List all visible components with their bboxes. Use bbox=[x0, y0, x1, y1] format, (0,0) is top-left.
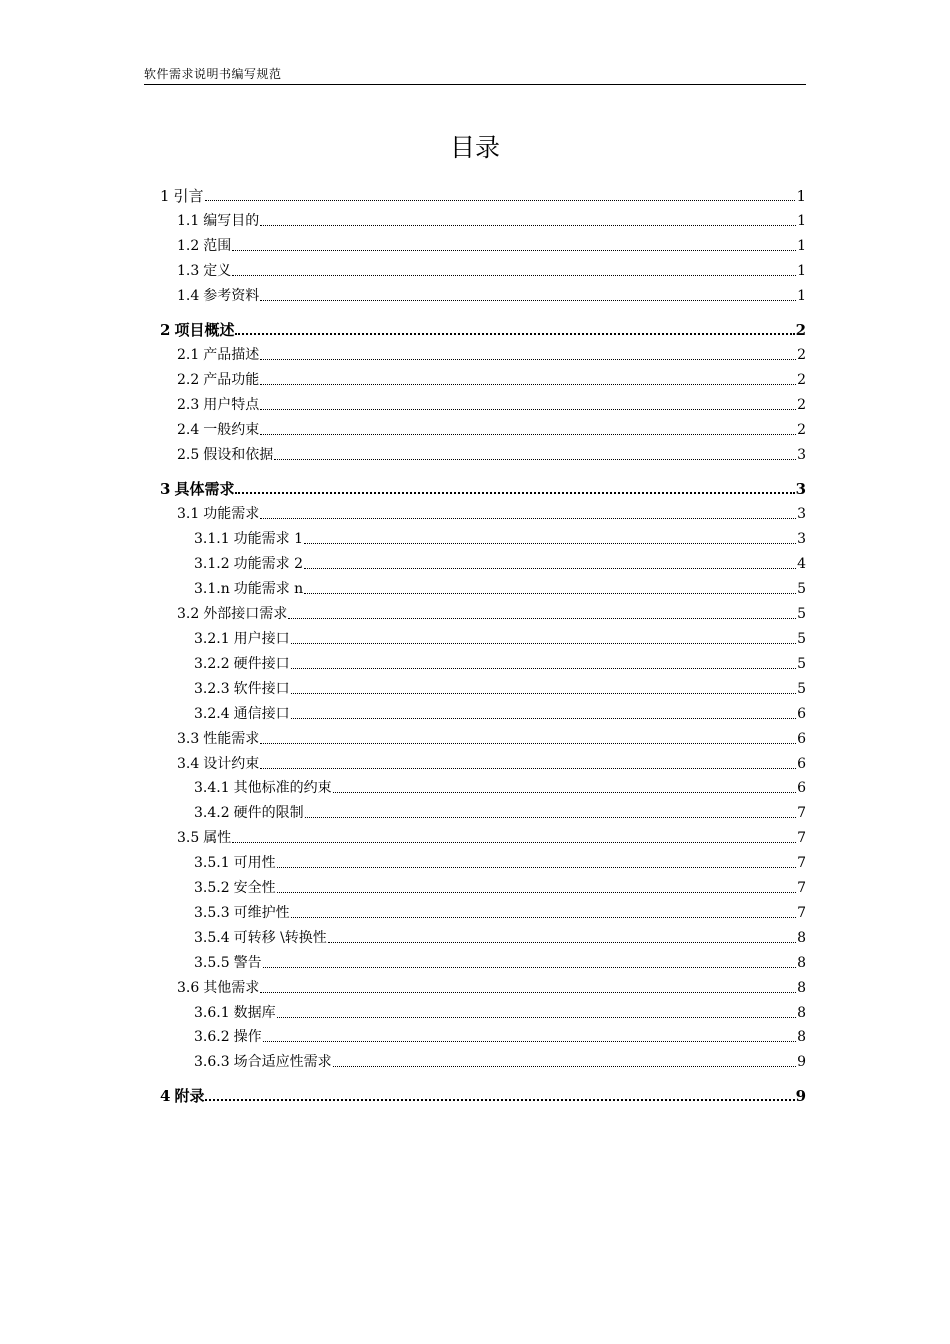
toc-entry-page: 8 bbox=[797, 980, 806, 996]
toc-entry[interactable] bbox=[177, 260, 806, 282]
toc-dot-leader bbox=[277, 852, 796, 874]
toc-dot-leader bbox=[232, 260, 796, 282]
toc-entry[interactable] bbox=[194, 1026, 806, 1048]
toc-entry-page: 7 bbox=[797, 905, 806, 921]
toc-entry-page: 2 bbox=[795, 321, 806, 339]
toc-entry-number: 1.4 bbox=[177, 288, 200, 304]
toc-entry-page: 6 bbox=[797, 706, 806, 722]
toc-entry-label: 可用性 bbox=[233, 855, 276, 871]
toc-entry-number: 1.1 bbox=[177, 213, 200, 229]
toc-entry-page: 1 bbox=[797, 213, 806, 229]
toc-entry[interactable] bbox=[194, 802, 806, 824]
toc-entry-number: 3.1.n bbox=[194, 581, 230, 597]
toc-entry[interactable] bbox=[194, 703, 806, 725]
toc-entry-number: 3.4.1 bbox=[194, 780, 230, 796]
toc-entry[interactable] bbox=[194, 678, 806, 700]
toc-entry-label: 参考资料 bbox=[203, 288, 260, 304]
toc-entry[interactable] bbox=[194, 852, 806, 874]
toc-entry-number: 3.2.4 bbox=[194, 706, 230, 722]
toc-entry-label: 通信接口 bbox=[233, 706, 290, 722]
toc-entry-label: 性能需求 bbox=[203, 731, 260, 747]
toc-entry-label: 硬件接口 bbox=[233, 656, 290, 672]
toc-entry-number: 1.3 bbox=[177, 263, 200, 279]
toc-entry[interactable] bbox=[194, 777, 806, 799]
toc-entry[interactable] bbox=[194, 553, 806, 575]
toc-entry[interactable] bbox=[194, 902, 806, 924]
toc-entry-number: 3.6.3 bbox=[194, 1054, 230, 1070]
toc-dot-leader bbox=[305, 802, 796, 824]
toc-dot-leader bbox=[260, 344, 796, 366]
toc-entry[interactable] bbox=[194, 578, 806, 600]
toc-entry-number: 3.5.2 bbox=[194, 880, 230, 896]
toc-dot-leader bbox=[205, 185, 796, 207]
toc-dot-leader bbox=[235, 319, 794, 341]
page-header-text: 软件需求说明书编写规范 bbox=[144, 67, 282, 81]
toc-entry-page: 3 bbox=[797, 531, 806, 547]
toc-entry[interactable] bbox=[160, 185, 806, 207]
toc-entry-number: 1.2 bbox=[177, 238, 200, 254]
toc-entry[interactable] bbox=[160, 478, 806, 500]
toc-title: 目录 bbox=[449, 133, 500, 162]
toc-dot-leader bbox=[333, 1051, 796, 1073]
toc-entry[interactable] bbox=[177, 394, 806, 416]
toc-dot-leader bbox=[304, 553, 796, 575]
toc-entry-page: 3 bbox=[795, 480, 806, 498]
toc-entry-number: 2.1 bbox=[177, 347, 200, 363]
toc-dot-leader bbox=[304, 578, 796, 600]
toc-entry-page: 5 bbox=[797, 606, 806, 622]
toc-entry[interactable] bbox=[177, 827, 806, 849]
toc-entry-number: 3.5.4 bbox=[194, 930, 230, 946]
toc-dot-leader bbox=[260, 210, 796, 232]
toc-entry-number: 3 bbox=[160, 480, 171, 498]
toc-entry-page: 5 bbox=[797, 581, 806, 597]
toc-dot-leader bbox=[235, 478, 794, 500]
toc-entry[interactable] bbox=[177, 444, 806, 466]
toc-entry-number: 2.4 bbox=[177, 422, 200, 438]
toc-entry-label: 安全性 bbox=[233, 880, 276, 896]
toc-entry[interactable] bbox=[177, 235, 806, 257]
toc-entry-number: 1 bbox=[160, 187, 170, 205]
toc-entry-page: 1 bbox=[796, 187, 806, 205]
toc-entry[interactable] bbox=[194, 628, 806, 650]
toc-entry-label: 定义 bbox=[203, 263, 232, 279]
toc-dot-leader bbox=[288, 603, 796, 625]
toc-entry-number: 3.5.1 bbox=[194, 855, 230, 871]
toc-entry-label: 产品描述 bbox=[203, 347, 260, 363]
toc-entry-page: 3 bbox=[797, 447, 806, 463]
toc-entry-page: 7 bbox=[797, 830, 806, 846]
toc-entry-number: 3.6 bbox=[177, 980, 200, 996]
toc-dot-leader bbox=[205, 1085, 794, 1107]
toc-dot-leader bbox=[260, 977, 796, 999]
toc-entry-number: 4 bbox=[160, 1087, 171, 1105]
toc-entry-page: 4 bbox=[797, 556, 806, 572]
toc-entry[interactable] bbox=[194, 952, 806, 974]
toc-entry-page: 7 bbox=[797, 805, 806, 821]
toc-entry-number: 3.2.2 bbox=[194, 656, 230, 672]
toc-dot-leader bbox=[232, 827, 796, 849]
toc-entry-label: 功能需求 bbox=[203, 506, 260, 522]
toc-entry[interactable] bbox=[177, 285, 806, 307]
toc-entry-label: 用户接口 bbox=[233, 631, 290, 647]
toc-entry[interactable] bbox=[177, 728, 806, 750]
toc-entry-number: 3.4.2 bbox=[194, 805, 230, 821]
toc-entry-label: 功能需求 2 bbox=[233, 556, 303, 572]
toc-entry-label: 警告 bbox=[233, 955, 262, 971]
toc-entry[interactable] bbox=[177, 210, 806, 232]
toc-entry-label: 设计约束 bbox=[203, 756, 260, 772]
toc-dot-leader bbox=[260, 728, 796, 750]
toc-entry-page: 6 bbox=[797, 731, 806, 747]
toc-entry-number: 3.6.1 bbox=[194, 1005, 230, 1021]
toc-entry-page: 2 bbox=[797, 422, 806, 438]
toc-entry[interactable] bbox=[177, 344, 806, 366]
toc-entry-number: 3.1 bbox=[177, 506, 200, 522]
toc-entry[interactable] bbox=[177, 369, 806, 391]
toc-dot-leader bbox=[291, 703, 796, 725]
toc-entry[interactable] bbox=[177, 503, 806, 525]
toc-dot-leader bbox=[291, 902, 796, 924]
toc-entry-number: 3.5.3 bbox=[194, 905, 230, 921]
toc-entry-label: 功能需求 n bbox=[233, 581, 304, 597]
toc-entry-page: 3 bbox=[797, 506, 806, 522]
toc-entry-page: 6 bbox=[797, 780, 806, 796]
toc-entry-label: 项目概述 bbox=[174, 321, 235, 339]
toc-entry-number: 2.2 bbox=[177, 372, 200, 388]
toc-entry-label: 可维护性 bbox=[233, 905, 290, 921]
toc-entry-label: 范围 bbox=[203, 238, 232, 254]
toc-entry-number: 2 bbox=[160, 321, 171, 339]
toc-dot-leader bbox=[291, 628, 796, 650]
toc-entry[interactable] bbox=[194, 927, 806, 949]
toc-entry-label: 数据库 bbox=[233, 1005, 276, 1021]
toc-entry-number: 3.2 bbox=[177, 606, 200, 622]
toc-entry-page: 1 bbox=[797, 263, 806, 279]
toc-entry-number: 2.3 bbox=[177, 397, 200, 413]
toc-entry-number: 3.5.5 bbox=[194, 955, 230, 971]
toc-entry-label: 功能需求 1 bbox=[233, 531, 303, 547]
toc-entry-number: 2.5 bbox=[177, 447, 200, 463]
toc-entry-page: 2 bbox=[797, 372, 806, 388]
toc-entry[interactable] bbox=[160, 1085, 806, 1107]
toc-entry-page: 5 bbox=[797, 681, 806, 697]
toc-dot-leader bbox=[260, 503, 796, 525]
toc-entry-label: 编写目的 bbox=[203, 213, 260, 229]
toc-dot-leader bbox=[260, 753, 796, 775]
toc-entry-page: 8 bbox=[797, 1029, 806, 1045]
toc-entry-number: 3.6.2 bbox=[194, 1029, 230, 1045]
toc-dot-leader bbox=[263, 1026, 796, 1048]
toc-entry-page: 5 bbox=[797, 656, 806, 672]
toc-entry-page: 8 bbox=[797, 930, 806, 946]
toc-entry[interactable] bbox=[194, 1002, 806, 1024]
toc-entry-label: 其他需求 bbox=[203, 980, 260, 996]
toc-entry-label: 场合适应性需求 bbox=[233, 1054, 332, 1070]
toc-entry-number: 3.2.1 bbox=[194, 631, 230, 647]
toc-entry-label: 引言 bbox=[173, 187, 204, 205]
toc-entry-label: 假设和依据 bbox=[203, 447, 274, 463]
toc-entry[interactable] bbox=[194, 1051, 806, 1073]
toc-dot-leader bbox=[260, 419, 796, 441]
toc-dot-leader bbox=[291, 653, 796, 675]
toc-entry-page: 8 bbox=[797, 1005, 806, 1021]
toc-dot-leader bbox=[304, 528, 796, 550]
toc-entry-label: 其他标准的约束 bbox=[233, 780, 332, 796]
toc-entry-page: 7 bbox=[797, 880, 806, 896]
toc-entry[interactable] bbox=[177, 603, 806, 625]
toc-entry-page: 8 bbox=[797, 955, 806, 971]
toc-entry-page: 2 bbox=[797, 397, 806, 413]
toc-entry-page: 7 bbox=[797, 855, 806, 871]
toc-entry-label: 软件接口 bbox=[233, 681, 290, 697]
toc-entry-number: 3.5 bbox=[177, 830, 200, 846]
toc-entry-number: 3.4 bbox=[177, 756, 200, 772]
toc-entry[interactable] bbox=[194, 653, 806, 675]
toc-dot-leader bbox=[260, 394, 796, 416]
toc-entry-label: 操作 bbox=[233, 1029, 262, 1045]
toc-entry[interactable] bbox=[177, 419, 806, 441]
toc-entry[interactable] bbox=[160, 319, 806, 341]
toc-entry-number: 3.3 bbox=[177, 731, 200, 747]
toc-entry-label: 一般约束 bbox=[203, 422, 260, 438]
toc-entry-page: 1 bbox=[797, 238, 806, 254]
toc-dot-leader bbox=[263, 952, 796, 974]
toc-dot-leader bbox=[232, 235, 796, 257]
toc-entry-label: 外部接口需求 bbox=[203, 606, 288, 622]
toc-dot-leader bbox=[274, 444, 796, 466]
toc-entry-label: 具体需求 bbox=[174, 480, 235, 498]
toc-entry-label: 属性 bbox=[203, 830, 232, 846]
toc-entry-page: 9 bbox=[797, 1054, 806, 1070]
toc-entry-label: 产品功能 bbox=[203, 372, 260, 388]
toc-entry-page: 2 bbox=[797, 347, 806, 363]
toc-entry[interactable] bbox=[194, 877, 806, 899]
toc-entry-page: 9 bbox=[795, 1087, 806, 1105]
toc-entry[interactable] bbox=[194, 528, 806, 550]
toc-dot-leader bbox=[333, 777, 796, 799]
toc-entry-label: 附录 bbox=[174, 1087, 205, 1105]
toc-entry-number: 3.2.3 bbox=[194, 681, 230, 697]
toc-entry-label: 硬件的限制 bbox=[233, 805, 304, 821]
toc-dot-leader bbox=[260, 369, 796, 391]
toc-entry-number: 3.1.2 bbox=[194, 556, 230, 572]
toc-entry[interactable] bbox=[177, 753, 806, 775]
toc-dot-leader bbox=[291, 678, 796, 700]
toc-entry-page: 1 bbox=[797, 288, 806, 304]
toc-entry-page: 6 bbox=[797, 756, 806, 772]
toc-entry-page: 5 bbox=[797, 631, 806, 647]
toc-entry-number: 3.1.1 bbox=[194, 531, 230, 547]
toc-dot-leader bbox=[277, 1002, 796, 1024]
toc-dot-leader bbox=[328, 927, 796, 949]
toc-entry-label: 用户特点 bbox=[203, 397, 260, 413]
toc-dot-leader bbox=[277, 877, 796, 899]
toc-entry[interactable] bbox=[177, 977, 806, 999]
toc-entry-label: 可转移 \转换性 bbox=[233, 930, 327, 946]
toc-dot-leader bbox=[260, 285, 796, 307]
